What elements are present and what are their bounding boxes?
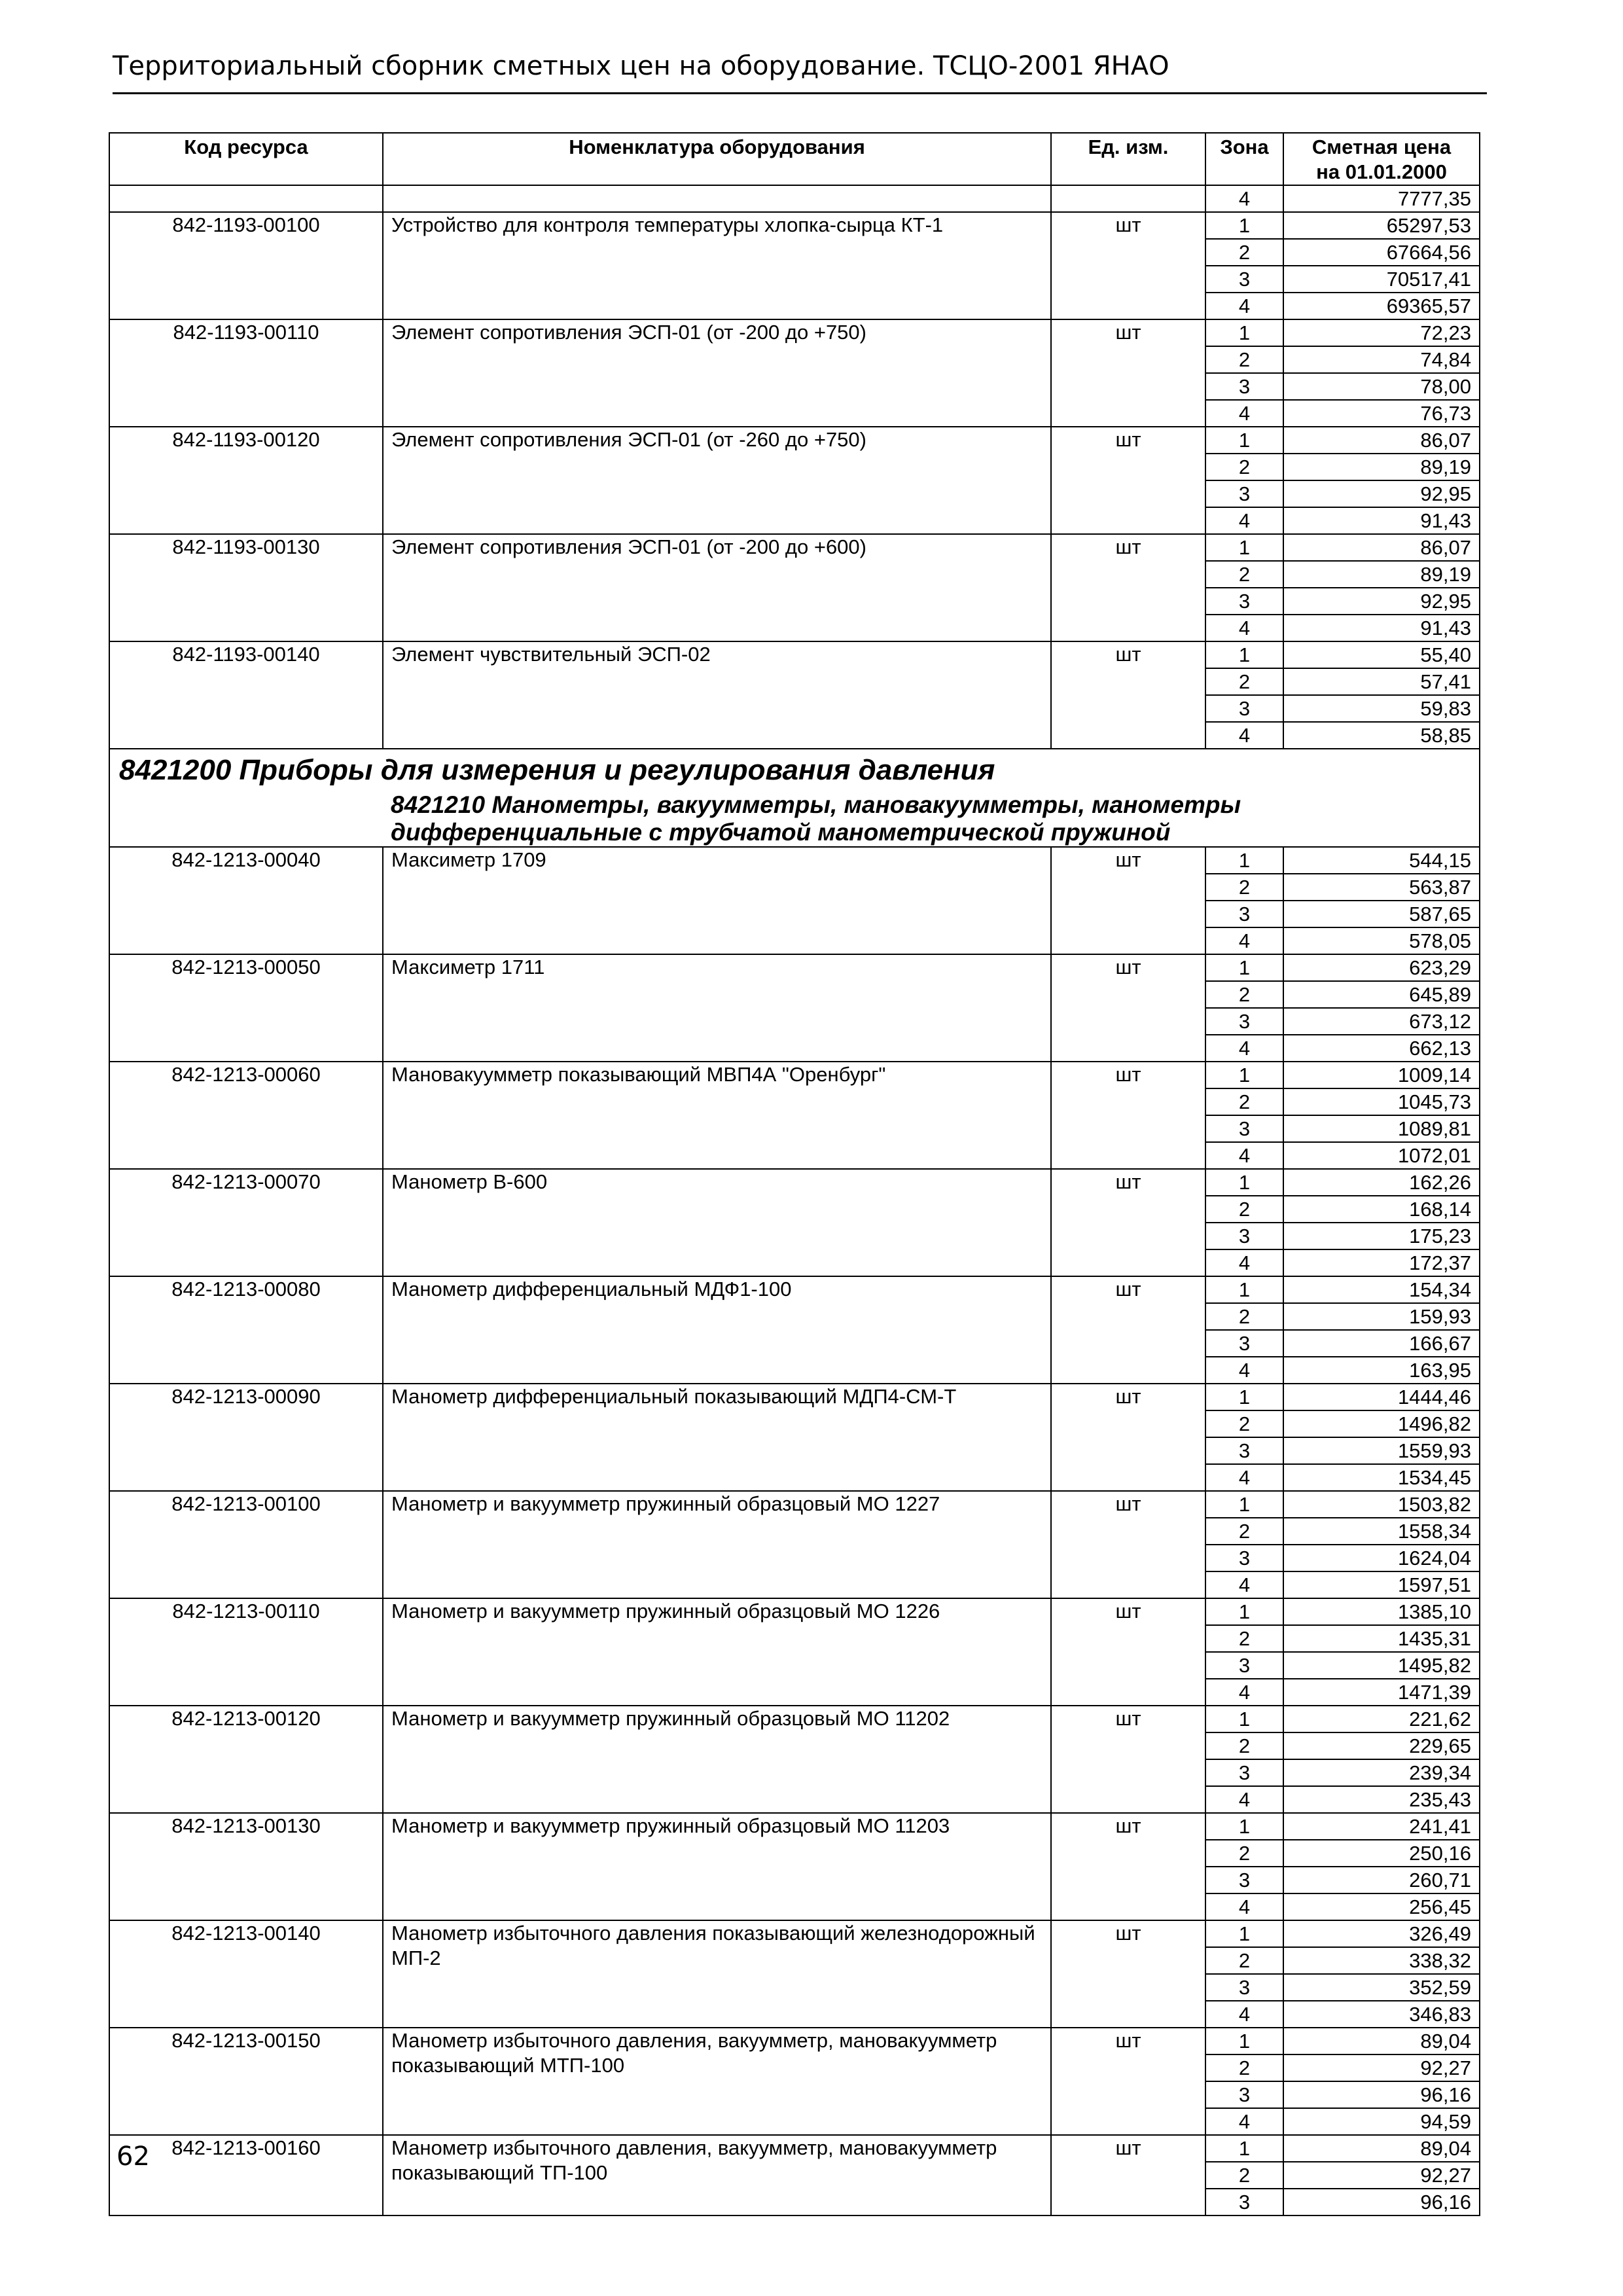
name-cell [383, 185, 1051, 212]
estimated-price: 86,07 [1283, 534, 1480, 561]
zone-number: 3 [1205, 2189, 1283, 2215]
section-heading: 8421200 Приборы для измерения и регулирования давления [109, 749, 1480, 791]
zone-number: 3 [1205, 1652, 1283, 1679]
zone-number: 2 [1205, 1196, 1283, 1223]
estimated-price: 645,89 [1283, 981, 1480, 1008]
zone-number: 1 [1205, 1598, 1283, 1625]
unit-cell [1051, 185, 1205, 212]
page-number: 62 [116, 2142, 150, 2172]
zone-number: 1 [1205, 1169, 1283, 1196]
equipment-name: Манометр и вакуумметр пружинный образцовый МО 1226 [383, 1598, 1051, 1706]
estimated-price: 544,15 [1283, 847, 1480, 874]
code-cell [109, 185, 383, 212]
equipment-name: Элемент сопротивления ЭСП-01 (от -200 до +600) [383, 534, 1051, 641]
column-header-name: Номенклатура оборудования [383, 133, 1051, 185]
estimated-price: 89,04 [1283, 2028, 1480, 2054]
estimated-price: 89,04 [1283, 2135, 1480, 2162]
zone-number: 4 [1205, 1464, 1283, 1491]
unit-of-measure: шт [1051, 534, 1205, 641]
zone-number: 3 [1205, 1330, 1283, 1357]
column-header-code: Код ресурса [109, 133, 383, 185]
unit-of-measure: шт [1051, 319, 1205, 427]
zone-number: 2 [1205, 2054, 1283, 2081]
zone-number: 4 [1205, 1571, 1283, 1598]
zone-number: 1 [1205, 641, 1283, 668]
unit-of-measure: шт [1051, 1384, 1205, 1491]
equipment-name: Манометр избыточного давления показывающий железнодорожный МП-2 [383, 1920, 1051, 2028]
equipment-name: Манометр дифференциальный показывающий МДП4-СМ-Т [383, 1384, 1051, 1491]
section-heading-row [109, 749, 1480, 791]
subsection-heading: 8421210 Манометры, вакуумметры, мановакуумметры, манометры дифференциальные с трубчатой манометрической пружиной [383, 791, 1480, 847]
resource-code: 842-1213-00040 [109, 847, 383, 954]
zone-number: 3 [1205, 695, 1283, 722]
zone-number: 4 [1205, 1786, 1283, 1813]
table-body-part-1 [109, 185, 1480, 749]
table-row [109, 641, 1480, 668]
resource-code: 842-1213-00050 [109, 954, 383, 1062]
resource-code: 842-1193-00100 [109, 212, 383, 319]
table-body-part-2 [109, 847, 1480, 2215]
zone-number: 2 [1205, 239, 1283, 266]
zone-number: 4 [1205, 615, 1283, 641]
zone-number: 1 [1205, 1276, 1283, 1303]
zone-number: 2 [1205, 1840, 1283, 1867]
estimated-price: 250,16 [1283, 1840, 1480, 1867]
equipment-name: Манометр дифференциальный МДФ1-100 [383, 1276, 1051, 1384]
estimated-price: 92,27 [1283, 2162, 1480, 2189]
resource-code: 842-1213-00130 [109, 1813, 383, 1920]
estimated-price: 352,59 [1283, 1974, 1480, 2001]
zone-number: 3 [1205, 901, 1283, 927]
equipment-name: Манометр избыточного давления, вакуумметр, мановакуумметр показывающий ТП-100 [383, 2135, 1051, 2215]
unit-of-measure: шт [1051, 1706, 1205, 1813]
resource-code: 842-1213-00120 [109, 1706, 383, 1813]
estimated-price: 1444,46 [1283, 1384, 1480, 1410]
estimated-price: 1495,82 [1283, 1652, 1480, 1679]
estimated-price: 1624,04 [1283, 1545, 1480, 1571]
equipment-name: Манометр и вакуумметр пружинный образцовый МО 11202 [383, 1706, 1051, 1813]
estimated-price: 1471,39 [1283, 1679, 1480, 1706]
zone-number: 4 [1205, 507, 1283, 534]
zone-number: 3 [1205, 588, 1283, 615]
zone-number: 3 [1205, 480, 1283, 507]
equipment-name: Элемент чувствительный ЭСП-02 [383, 641, 1051, 749]
estimated-price: 1089,81 [1283, 1115, 1480, 1142]
equipment-name: Элемент сопротивления ЭСП-01 (от -260 до +750) [383, 427, 1051, 534]
estimated-price: 587,65 [1283, 901, 1480, 927]
estimated-price: 89,19 [1283, 561, 1480, 588]
resource-code: 842-1193-00140 [109, 641, 383, 749]
estimated-price: 1385,10 [1283, 1598, 1480, 1625]
estimated-price: 58,85 [1283, 722, 1480, 749]
estimated-price: 260,71 [1283, 1867, 1480, 1893]
estimated-price: 172,37 [1283, 1249, 1480, 1276]
zone-number: 2 [1205, 668, 1283, 695]
estimated-price: 1559,93 [1283, 1437, 1480, 1464]
zone-number: 1 [1205, 1062, 1283, 1088]
estimated-price: 91,43 [1283, 507, 1480, 534]
section-heading-block [109, 749, 1480, 847]
resource-code: 842-1213-00150 [109, 2028, 383, 2135]
zone-number: 2 [1205, 981, 1283, 1008]
zone-number: 3 [1205, 1223, 1283, 1249]
column-header-unit: Ед. изм. [1051, 133, 1205, 185]
estimated-price: 338,32 [1283, 1947, 1480, 1974]
resource-code: 842-1193-00130 [109, 534, 383, 641]
estimated-price: 1045,73 [1283, 1088, 1480, 1115]
unit-of-measure: шт [1051, 1813, 1205, 1920]
table-row [109, 534, 1480, 561]
zone-number: 2 [1205, 874, 1283, 901]
estimated-price: 96,16 [1283, 2081, 1480, 2108]
zone-number: 1 [1205, 1813, 1283, 1840]
table-header-row [109, 133, 1480, 185]
zone-number: 4 [1205, 1035, 1283, 1062]
estimated-price: 91,43 [1283, 615, 1480, 641]
estimated-price: 1435,31 [1283, 1625, 1480, 1652]
zone-number: 1 [1205, 1491, 1283, 1518]
zone-number: 1 [1205, 319, 1283, 346]
unit-of-measure: шт [1051, 2135, 1205, 2215]
zone-number: 1 [1205, 212, 1283, 239]
zone-number: 1 [1205, 1384, 1283, 1410]
zone-number: 4 [1205, 1249, 1283, 1276]
zone-number: 1 [1205, 427, 1283, 454]
estimated-price: 154,34 [1283, 1276, 1480, 1303]
zone-number: 1 [1205, 2135, 1283, 2162]
estimated-price: 89,19 [1283, 454, 1480, 480]
estimated-price: 563,87 [1283, 874, 1480, 901]
resource-code: 842-1213-00100 [109, 1491, 383, 1598]
subsection-indent [109, 791, 383, 847]
zone-number: 2 [1205, 1410, 1283, 1437]
estimated-price: 57,41 [1283, 668, 1480, 695]
estimated-price: 1072,01 [1283, 1142, 1480, 1169]
zone-number: 4 [1205, 1357, 1283, 1384]
unit-of-measure: шт [1051, 2028, 1205, 2135]
zone-number: 4 [1205, 722, 1283, 749]
zone-number: 2 [1205, 1518, 1283, 1545]
estimated-price: 92,27 [1283, 2054, 1480, 2081]
zone-number: 3 [1205, 373, 1283, 400]
continued-row [109, 185, 1480, 212]
table-row [109, 1706, 1480, 1732]
estimated-price: 168,14 [1283, 1196, 1480, 1223]
zone-number: 2 [1205, 346, 1283, 373]
estimated-price: 1534,45 [1283, 1464, 1480, 1491]
estimated-price: 241,41 [1283, 1813, 1480, 1840]
resource-code: 842-1213-00110 [109, 1598, 383, 1706]
estimated-price: 256,45 [1283, 1893, 1480, 1920]
table-row [109, 847, 1480, 874]
zone-number: 3 [1205, 1759, 1283, 1786]
zone-number: 4 [1205, 1142, 1283, 1169]
zone-number: 3 [1205, 1115, 1283, 1142]
estimated-price: 221,62 [1283, 1706, 1480, 1732]
estimated-price: 69365,57 [1283, 293, 1480, 319]
resource-code: 842-1193-00120 [109, 427, 383, 534]
equipment-name: Максиметр 1711 [383, 954, 1051, 1062]
table-row [109, 1920, 1480, 1947]
zone-number: 2 [1205, 2162, 1283, 2189]
resource-code: 842-1213-00090 [109, 1384, 383, 1491]
unit-of-measure: шт [1051, 212, 1205, 319]
unit-of-measure: шт [1051, 1062, 1205, 1169]
unit-of-measure: шт [1051, 1598, 1205, 1706]
estimated-price: 163,95 [1283, 1357, 1480, 1384]
estimated-price: 326,49 [1283, 1920, 1480, 1947]
zone-number: 4 [1205, 2001, 1283, 2028]
resource-code: 842-1213-00060 [109, 1062, 383, 1169]
equipment-name: Мановакуумметр показывающий МВП4А "Оренбург" [383, 1062, 1051, 1169]
unit-of-measure: шт [1051, 641, 1205, 749]
table-row [109, 1491, 1480, 1518]
zone-number: 1 [1205, 2028, 1283, 2054]
zone-number: 3 [1205, 2081, 1283, 2108]
estimated-price: 94,59 [1283, 2108, 1480, 2135]
unit-of-measure: шт [1051, 954, 1205, 1062]
table-row [109, 319, 1480, 346]
table-row [109, 1813, 1480, 1840]
zone-number: 3 [1205, 1974, 1283, 2001]
column-header-zone: Зона [1205, 133, 1283, 185]
zone-number: 3 [1205, 266, 1283, 293]
estimated-price: 235,43 [1283, 1786, 1480, 1813]
zone-number: 3 [1205, 1867, 1283, 1893]
table-row [109, 1062, 1480, 1088]
table-row [109, 1598, 1480, 1625]
equipment-name: Устройство для контроля температуры хлопка-сырца КТ-1 [383, 212, 1051, 319]
zone-number: 2 [1205, 1303, 1283, 1330]
resource-code: 842-1213-00080 [109, 1276, 383, 1384]
unit-of-measure: шт [1051, 1920, 1205, 2028]
page-header-title: Территориальный сборник сметных цен на оборудование. ТСЦО-2001 ЯНАО [113, 51, 1169, 81]
estimated-price: 1503,82 [1283, 1491, 1480, 1518]
table-row [109, 1169, 1480, 1196]
estimated-price: 229,65 [1283, 1732, 1480, 1759]
table-row [109, 2135, 1480, 2162]
estimated-price: 623,29 [1283, 954, 1480, 981]
estimated-price: 1496,82 [1283, 1410, 1480, 1437]
zone-number: 4 [1205, 2108, 1283, 2135]
table-row [109, 427, 1480, 454]
zone-number: 2 [1205, 561, 1283, 588]
equipment-name: Манометр В-600 [383, 1169, 1051, 1276]
zone-number: 2 [1205, 454, 1283, 480]
column-header-price: Сметная цена на 01.01.2000 [1283, 133, 1480, 185]
estimated-price: 166,67 [1283, 1330, 1480, 1357]
header-divider [113, 92, 1487, 94]
estimated-price: 92,95 [1283, 480, 1480, 507]
subsection-heading-row [109, 791, 1480, 847]
zone-number: 2 [1205, 1088, 1283, 1115]
equipment-name: Манометр избыточного давления, вакуумметр, мановакуумметр показывающий МТП-100 [383, 2028, 1051, 2135]
zone-number: 1 [1205, 1706, 1283, 1732]
equipment-name: Максиметр 1709 [383, 847, 1051, 954]
estimated-price: 72,23 [1283, 319, 1480, 346]
estimated-price: 662,13 [1283, 1035, 1480, 1062]
resource-code: 842-1213-00140 [109, 1920, 383, 2028]
estimated-price: 96,16 [1283, 2189, 1480, 2215]
zone-number: 1 [1205, 1920, 1283, 1947]
zone-number: 4 [1205, 1893, 1283, 1920]
zone-number: 4 [1205, 927, 1283, 954]
equipment-name: Манометр и вакуумметр пружинный образцовый МО 11203 [383, 1813, 1051, 1920]
estimated-price: 673,12 [1283, 1008, 1480, 1035]
zone-number: 2 [1205, 1947, 1283, 1974]
zone-number: 4 [1205, 293, 1283, 319]
resource-code: 842-1193-00110 [109, 319, 383, 427]
estimated-price: 1558,34 [1283, 1518, 1480, 1545]
estimated-price: 162,26 [1283, 1169, 1480, 1196]
resource-code: 842-1213-00070 [109, 1169, 383, 1276]
estimated-price: 1597,51 [1283, 1571, 1480, 1598]
unit-of-measure: шт [1051, 847, 1205, 954]
estimated-price: 67664,56 [1283, 239, 1480, 266]
estimated-price: 1009,14 [1283, 1062, 1480, 1088]
estimated-price: 175,23 [1283, 1223, 1480, 1249]
zone-cell: 4 [1205, 185, 1283, 212]
zone-number: 2 [1205, 1732, 1283, 1759]
price-cell: 7777,35 [1283, 185, 1480, 212]
zone-number: 1 [1205, 954, 1283, 981]
unit-of-measure: шт [1051, 427, 1205, 534]
equipment-price-table [109, 132, 1480, 2216]
unit-of-measure: шт [1051, 1169, 1205, 1276]
unit-of-measure: шт [1051, 1491, 1205, 1598]
unit-of-measure: шт [1051, 1276, 1205, 1384]
estimated-price: 70517,41 [1283, 266, 1480, 293]
estimated-price: 159,93 [1283, 1303, 1480, 1330]
estimated-price: 92,95 [1283, 588, 1480, 615]
estimated-price: 76,73 [1283, 400, 1480, 427]
resource-code: 842-1213-00160 [109, 2135, 383, 2215]
table-row [109, 954, 1480, 981]
estimated-price: 74,84 [1283, 346, 1480, 373]
estimated-price: 346,83 [1283, 2001, 1480, 2028]
estimated-price: 86,07 [1283, 427, 1480, 454]
estimated-price: 578,05 [1283, 927, 1480, 954]
zone-number: 3 [1205, 1008, 1283, 1035]
zone-number: 2 [1205, 1625, 1283, 1652]
zone-number: 1 [1205, 534, 1283, 561]
estimated-price: 59,83 [1283, 695, 1480, 722]
estimated-price: 78,00 [1283, 373, 1480, 400]
zone-number: 3 [1205, 1545, 1283, 1571]
zone-number: 1 [1205, 847, 1283, 874]
table-row [109, 212, 1480, 239]
estimated-price: 239,34 [1283, 1759, 1480, 1786]
equipment-name: Манометр и вакуумметр пружинный образцовый МО 1227 [383, 1491, 1051, 1598]
estimated-price: 65297,53 [1283, 212, 1480, 239]
zone-number: 4 [1205, 1679, 1283, 1706]
zone-number: 4 [1205, 400, 1283, 427]
table-row [109, 1384, 1480, 1410]
table-row [109, 2028, 1480, 2054]
table-row [109, 1276, 1480, 1303]
estimated-price: 55,40 [1283, 641, 1480, 668]
equipment-name: Элемент сопротивления ЭСП-01 (от -200 до +750) [383, 319, 1051, 427]
zone-number: 3 [1205, 1437, 1283, 1464]
